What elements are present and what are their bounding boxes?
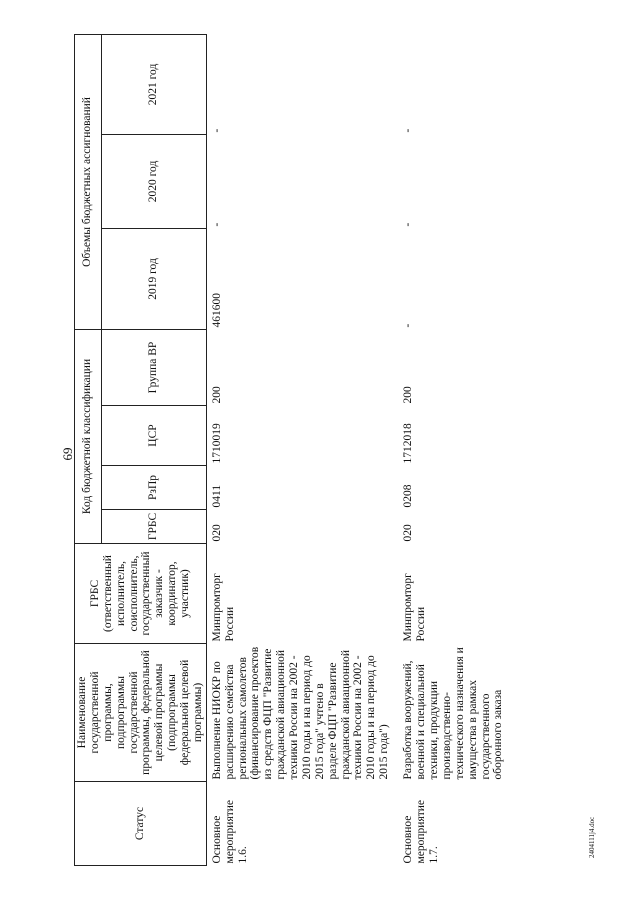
- row-rzpr: 0208: [402, 484, 415, 508]
- header-2021: 2021 год: [101, 34, 206, 134]
- row-2021: -: [210, 128, 223, 133]
- row-rzpr: 0411: [210, 484, 223, 508]
- row-vr: 200: [210, 386, 223, 404]
- table-row: [398, 34, 548, 865]
- row-2020: -: [402, 222, 415, 227]
- row-status: Основное мероприятие 1.7.: [402, 799, 440, 864]
- row-name: Выполнение НИОКР по расширению семейства региональных самолетов (финансирование проектов из средств ФЦП "Развитие гражданской авиационной техники России на 2002 - 2010 годы и на период до 2015 года" учтено в разделе ФЦП "Развитие гражданской авиационной техники России на 2002 - 2010 годы и на период до 2015 года"): [210, 646, 391, 780]
- header-budget-volumes: Объемы бюджетных ассигнований: [75, 34, 102, 329]
- row-csr: 1712018: [402, 423, 415, 464]
- row-2021: -: [402, 128, 415, 133]
- row-2020: -: [210, 222, 223, 227]
- row-vr: 200: [402, 386, 415, 404]
- row-name: Разработка вооружений, военной и специальной техники, продукции производственно-технического назначения и имущества в рамках государственного оборонного заказа: [402, 647, 505, 780]
- header-2020: 2020 год: [101, 134, 206, 228]
- header-name: Наименование государственной программы, подпрограммы государственной программы, федеральной целевой программы (подпрограммы федеральной целевой программы): [75, 644, 207, 782]
- header-rzpr: РзПр: [101, 466, 206, 510]
- row-executor: Минпромторг России: [210, 573, 236, 642]
- header-budget-code: Код бюджетной классификации: [75, 329, 102, 543]
- budget-table: [74, 34, 548, 866]
- row-grbs: 020: [402, 524, 415, 542]
- row-grbs: 020: [210, 524, 223, 542]
- table-row: [206, 34, 398, 865]
- row-status: Основное мероприятие 1.6.: [210, 799, 249, 864]
- footer-filename: 2404111j4.doc: [588, 816, 596, 858]
- header-csr: ЦСР: [101, 406, 206, 466]
- row-executor: Минпромторг России: [402, 573, 428, 642]
- header-vr: Группа ВР: [101, 329, 206, 405]
- row-2019: -: [402, 323, 415, 328]
- page-number: 69: [60, 447, 75, 461]
- header-grbs-executor: ГРБС (ответственный исполнитель, соисполнитель, государственный заказчик - координатор, участник): [75, 544, 207, 644]
- row-csr: 1710019: [210, 423, 223, 464]
- header-status: Статус: [75, 782, 207, 866]
- header-2019: 2019 год: [101, 228, 206, 329]
- header-grbs: ГРБС: [101, 510, 206, 544]
- row-2019: 461600: [210, 292, 223, 328]
- budget-table-page: [74, 35, 626, 866]
